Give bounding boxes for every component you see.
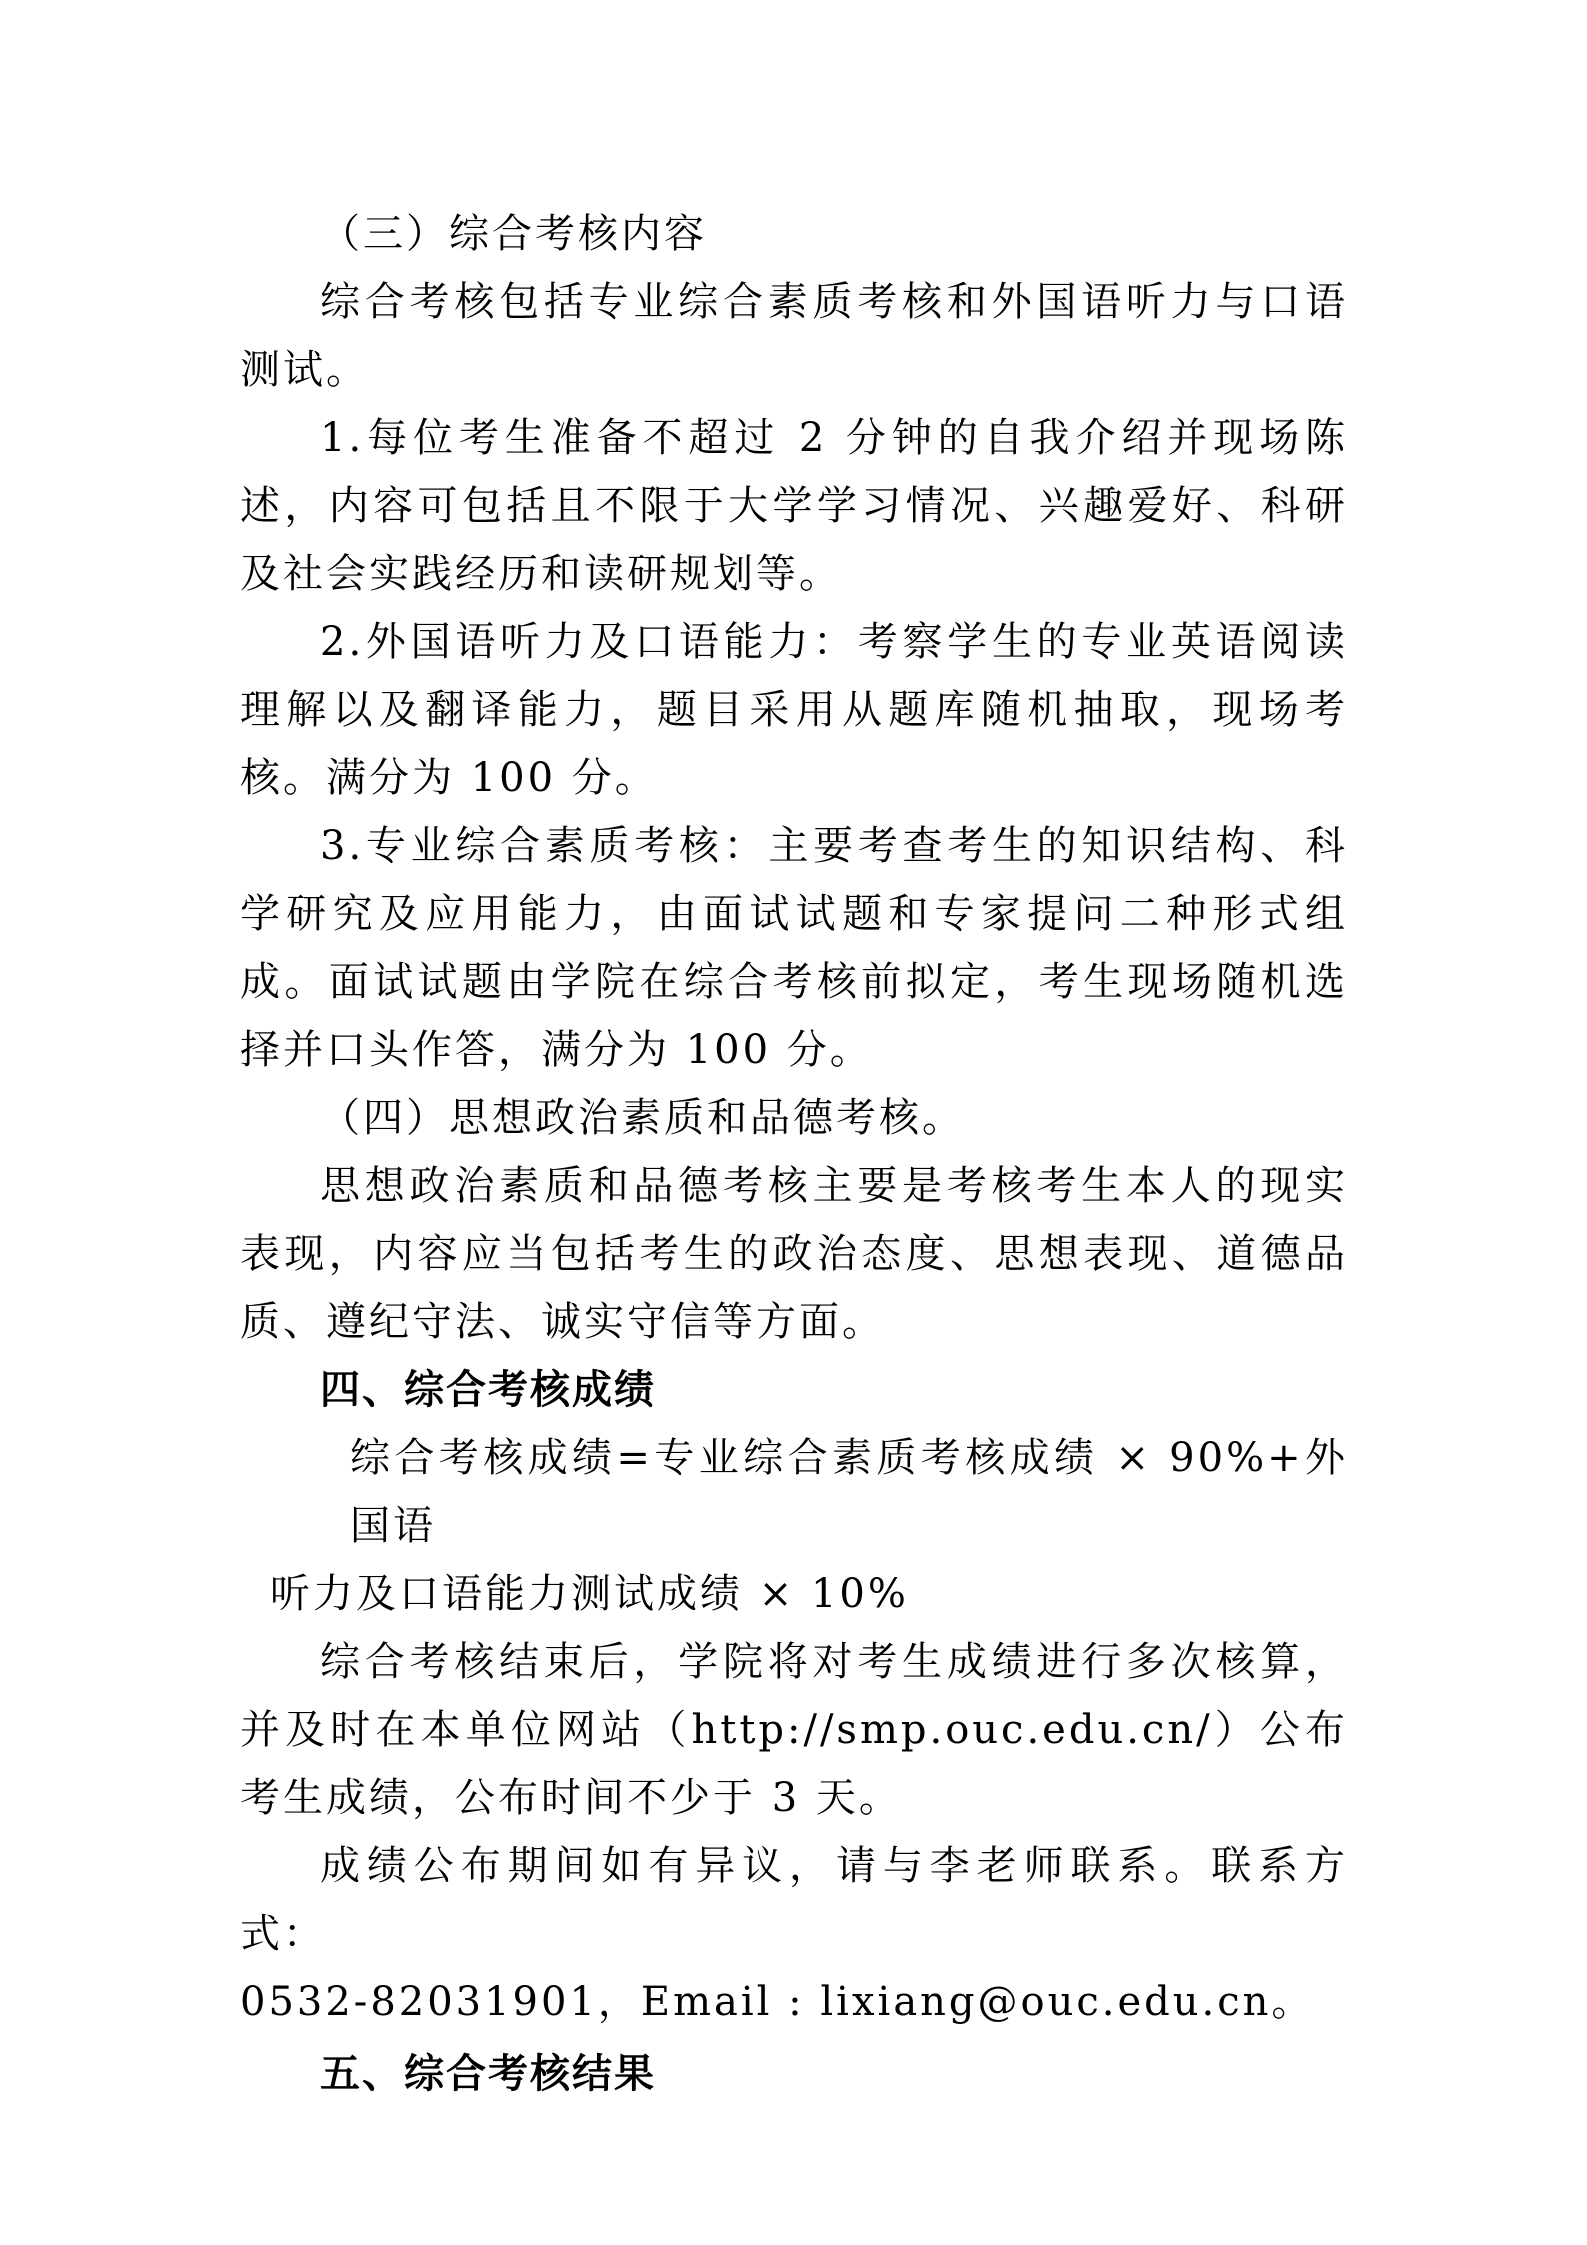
contact-line-2: 0532-82031901，Email : lixiang@ouc.edu.cn。 [240, 1979, 1315, 2025]
item-2-foreign-language: 2.外国语听力及口语能力：考察学生的专业英语阅读理解以及翻译能力，题目采用从题库随机抽取，现场考核。满分为 100 分。 [240, 619, 1348, 801]
section-3-intro: 综合考核包括专业综合素质考核和外国语听力与口语测试。 [240, 279, 1348, 393]
contact-line-1: 成绩公布期间如有异议，请与李老师联系。联系方式： [240, 1843, 1348, 1957]
item-3-professional-quality: 3.专业综合素质考核：主要考查考生的知识结构、科学研究及应用能力，由面试试题和专家提问二种形式组成。面试试题由学院在综合考核前拟定，考生现场随机选择并口头作答，满分为 100 分。 [240, 823, 1348, 1073]
section-4-title: （四）思想政治素质和品德考核。 [320, 1095, 965, 1141]
score-formula-line-1: 综合考核成绩=专业综合素质考核成绩 × 90%+外国语 [350, 1435, 1348, 1549]
item-1-self-introduction: 1.每位考生准备不超过 2 分钟的自我介绍并现场陈述，内容可包括且不限于大学学习情况、兴趣爱好、科研及社会实践经历和读研规划等。 [240, 415, 1348, 597]
heading-comprehensive-result: 五、综合考核结果 [320, 2051, 656, 2097]
score-formula-line-2: 听力及口语能力测试成绩 × 10% [270, 1571, 909, 1617]
section-4-body: 思想政治素质和品德考核主要是考核考生本人的现实表现，内容应当包括考生的政治态度、思想表现、道德品质、遵纪守法、诚实守信等方面。 [240, 1163, 1348, 1345]
document-body [240, 200, 1348, 2108]
result-publish-paragraph: 综合考核结束后，学院将对考生成绩进行多次核算，并及时在本单位网站（http://smp.ouc.edu.cn/）公布考生成绩，公布时间不少于 3 天。 [240, 1639, 1348, 1821]
heading-comprehensive-score: 四、综合考核成绩 [320, 1367, 656, 1413]
section-3-title: （三）综合考核内容 [320, 211, 707, 257]
